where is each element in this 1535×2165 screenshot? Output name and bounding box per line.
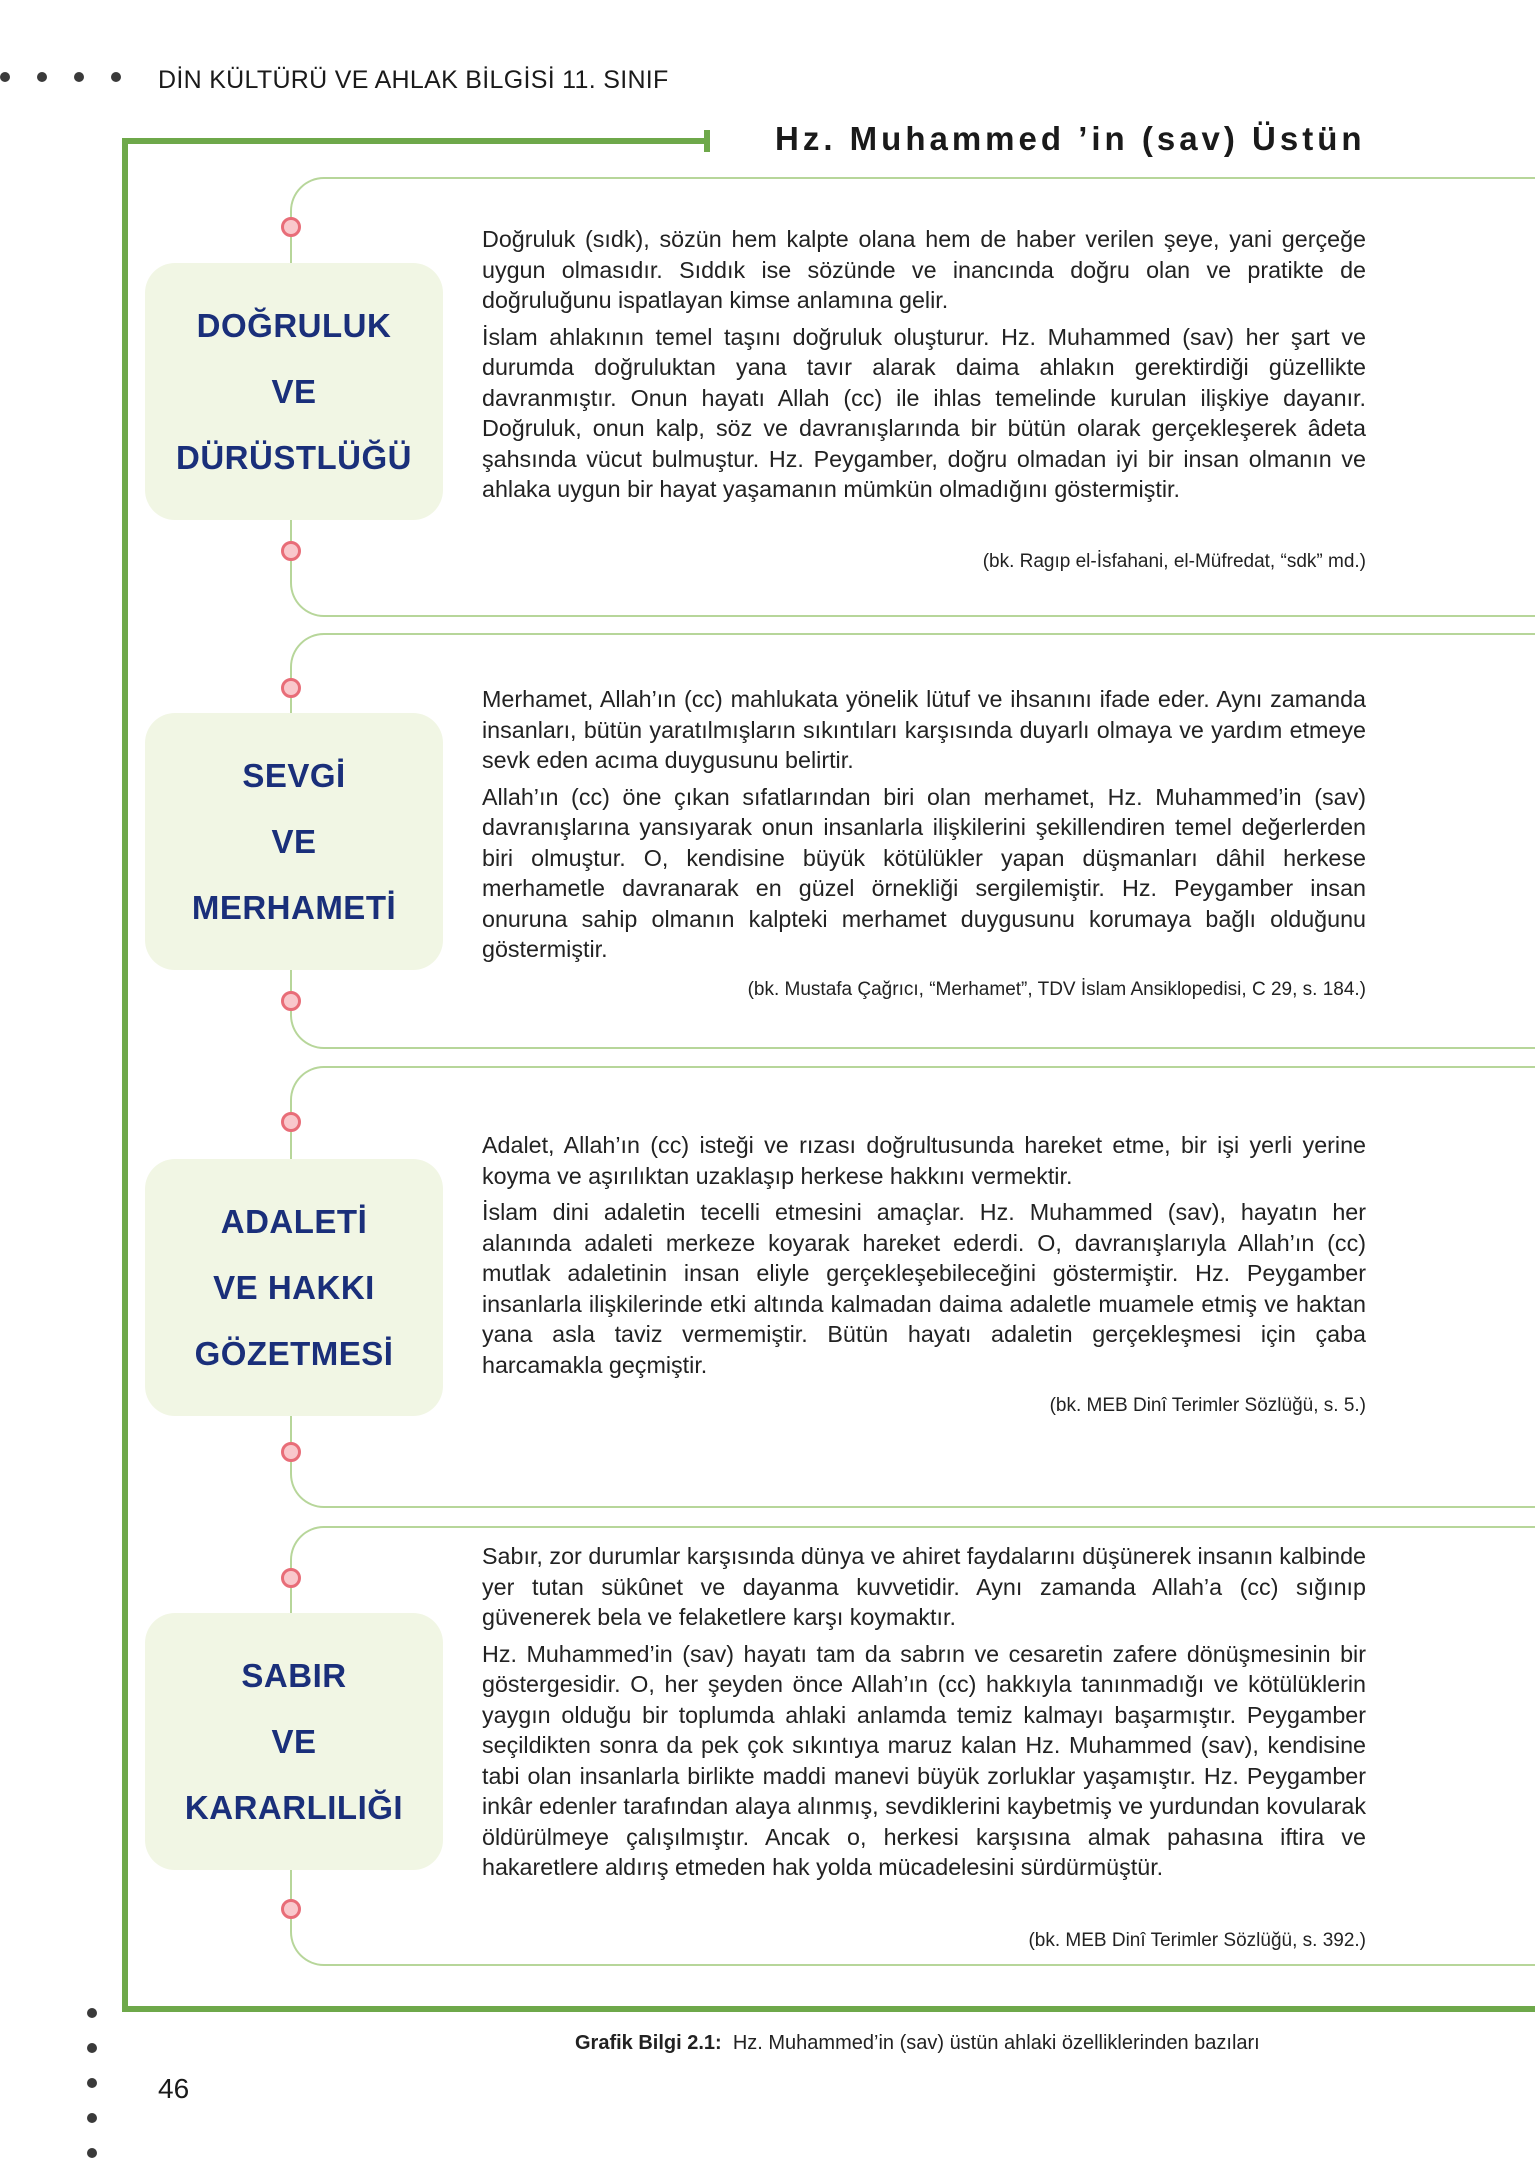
- section-title-line: MERHAMETİ: [191, 888, 397, 926]
- section-title-line: DOĞRULUK: [196, 306, 392, 344]
- caption-text: Hz. Muhammed’in (sav) üstün ahlaki özelliklerinden bazıları: [732, 2032, 1260, 2054]
- timeline-node: [281, 1112, 301, 1132]
- section-title-line: VE: [271, 822, 317, 860]
- timeline-node: [281, 678, 301, 698]
- paragraph: Hz. Muhammed’in (sav) hayatı tam da sabrın ve cesaretin zafere dönüşmesinin bir göstergesidir. O, her şeyden önce Allah’ın (cc) hakkıyla tanınmadığı ve kötülüklerin yaygın olduğu bir toplumda ahlaki anlamda temiz kalmayı başarmıştır. Peygamber seçildikten sonra da pek çok sıkıntıya maruz kalan Hz. Muhammed (sav), kendisine tabi olan insanlarla birlikte maddi manevi büyük zorluklar yaşamıştır. Hz. Peygamber inkâr edenler tarafından alaya alınmış, sevdiklerini kaybetmiş ve yurdundan kovularak öldürülmeye çalışılmıştır. Ancak o, herkesi karşısına almak pahasına iftira ve hakaretlere aldırış etmeden hak yolda mücadelesini sürdürmüştür.: [482, 1640, 1366, 1880]
- figure-caption: [575, 2032, 1260, 2055]
- paragraph: Merhamet, Allah’ın (cc) mahlukata yönelik lütuf ve ihsanını ifade eder. Aynı zamanda insanları, bütün yaratılmışların sıkıntıları karşısında duyarlı olmaya ve yardım etmeye sevk eden acıma duygusunu belirtir.: [482, 686, 1366, 773]
- footer-dot: [87, 2148, 97, 2158]
- section-body: [482, 684, 1366, 971]
- citation: (bk. MEB Dinî Terimler Sözlüğü, s. 5.): [1049, 1395, 1366, 1416]
- section-title-line: SABIR: [241, 1656, 347, 1694]
- section-title-line: ADALETİ: [220, 1202, 368, 1240]
- section-title-line: GÖZETMESİ: [194, 1334, 394, 1372]
- timeline-node: [281, 217, 301, 237]
- timeline-node: [281, 1568, 301, 1588]
- section-title-line: KARARLILIĞI: [184, 1788, 404, 1826]
- paragraph: Adalet, Allah’ın (cc) isteği ve rızası doğrultusunda hareket etme, bir işi yerli yerine koyma ve aşırılıktan uzaklaşıp herkese hakkını vermektir.: [482, 1132, 1366, 1189]
- section-title-line: DÜRÜSTLÜĞÜ: [176, 438, 412, 476]
- section-title-box: [145, 1613, 443, 1870]
- section-body: [482, 1130, 1366, 1386]
- footer-dot: [87, 2043, 97, 2053]
- paragraph: İslam ahlakının temel taşını doğruluk oluşturur. Hz. Muhammed (sav) her şart ve durumda doğruluktan yana tavır alarak daima ahlakın gerektirdiği güzellikte davranmıştır. Onun hayatı Allah (cc) ile ihlas temelinde kurulan ilişkiye dayanır. Doğruluk, onun kalp, söz ve davranışlarında bir bütün olarak gerçekleşerek âdeta şahsında vücut bulmuştur. Hz. Peygamber, doğru olmadan iyi bir insan olmanın ve ahlaka uygun bir hayat yaşamanın mümkün olmadığını göstermiştir.: [482, 323, 1366, 502]
- frame-tick: [704, 130, 710, 152]
- section-title-box: [145, 1159, 443, 1416]
- timeline-node: [281, 1899, 301, 1919]
- section-title-line: SEVGİ: [242, 756, 346, 794]
- footer-dot: [87, 2078, 97, 2088]
- page-title: Hz. Muhammed ’in (sav) Üstün: [775, 120, 1366, 157]
- paragraph: Allah’ın (cc) öne çıkan sıfatlarından biri olan merhamet, Hz. Muhammed’in (sav) davranışlarına yansıyarak onun insanlarla ilişkilerini şekillendiren temel değerlerden biri olmuştur. O, kendisine büyük kötülükler yapan düşmanları dâhil herkese merhametle davranarak en güzel örnekliği sergilemiştir. Hz. Peygamber insan onuruna sahip olmanın kalpteki merhamet duygusunu korumaya bağlı olduğunu göstermiştir.: [482, 783, 1366, 962]
- section-title-box: [145, 263, 443, 520]
- frame-top-line: [122, 138, 708, 144]
- footer-dot: [87, 2113, 97, 2123]
- section-title-line: VE HAKKI: [213, 1268, 375, 1306]
- paragraph: İslam dini adaletin tecelli etmesini amaçlar. Hz. Muhammed (sav), hayatın her alanında adaleti merkeze koyarak hareket ederdi. O, davranışlarıyla Allah’ın (cc) mutlak adaletinin insan eliyle gerçekleşebileceğini göstermiştir. Hz. Peygamber insanlarla ilişkilerinde etki altında kalmadan daima adaletle muamele etmiş ve haktan yana asla taviz vermemiştir. Bütün hayatı adaletin gerçekleşmesi için çaba harcamakla geçmiştir.: [482, 1199, 1366, 1378]
- page-number: 46: [158, 2073, 190, 2104]
- citation: (bk. Ragıp el-İsfahani, el-Müfredat, “sdk” md.): [982, 551, 1366, 572]
- caption-label: Grafik Bilgi 2.1:: [575, 2032, 722, 2054]
- section-title-box: [145, 713, 443, 970]
- section-title-line: VE: [271, 372, 317, 410]
- frame-left-line: [122, 138, 128, 2012]
- citation: (bk. Mustafa Çağrıcı, “Merhamet”, TDV İslam Ansiklopedisi, C 29, s. 184.): [747, 979, 1366, 1000]
- paragraph: Doğruluk (sıdk), sözün hem kalpte olana hem de haber verilen şeye, yani gerçeğe uygun olmasıdır. Sıddık ise sözünde ve inancında doğru olan ve pratikte de doğruluğunu ispatlayan kimse anlamına gelir.: [482, 226, 1366, 313]
- section-body: [482, 224, 1366, 511]
- footer-dot: [87, 2008, 97, 2018]
- citation: (bk. MEB Dinî Terimler Sözlüğü, s. 392.): [1028, 1930, 1366, 1951]
- section-title-line: VE: [271, 1722, 317, 1760]
- timeline-node: [281, 541, 301, 561]
- frame-bottom-line: [122, 2006, 1535, 2012]
- timeline-node: [281, 1442, 301, 1462]
- section-body: [482, 1541, 1366, 1889]
- book-title: DİN KÜLTÜRÜ VE AHLAK BİLGİSİ 11. SINIF: [158, 66, 669, 94]
- timeline-node: [281, 991, 301, 1011]
- paragraph: Sabır, zor durumlar karşısında dünya ve ahiret faydalarını düşünerek insanın kalbinde yer tutan sükûnet ve dayanma kuvvetidir. Aynı zamanda Allah’a (cc) sığınıp güvenerek bela ve felaketlere karşı koymaktır.: [482, 1543, 1366, 1630]
